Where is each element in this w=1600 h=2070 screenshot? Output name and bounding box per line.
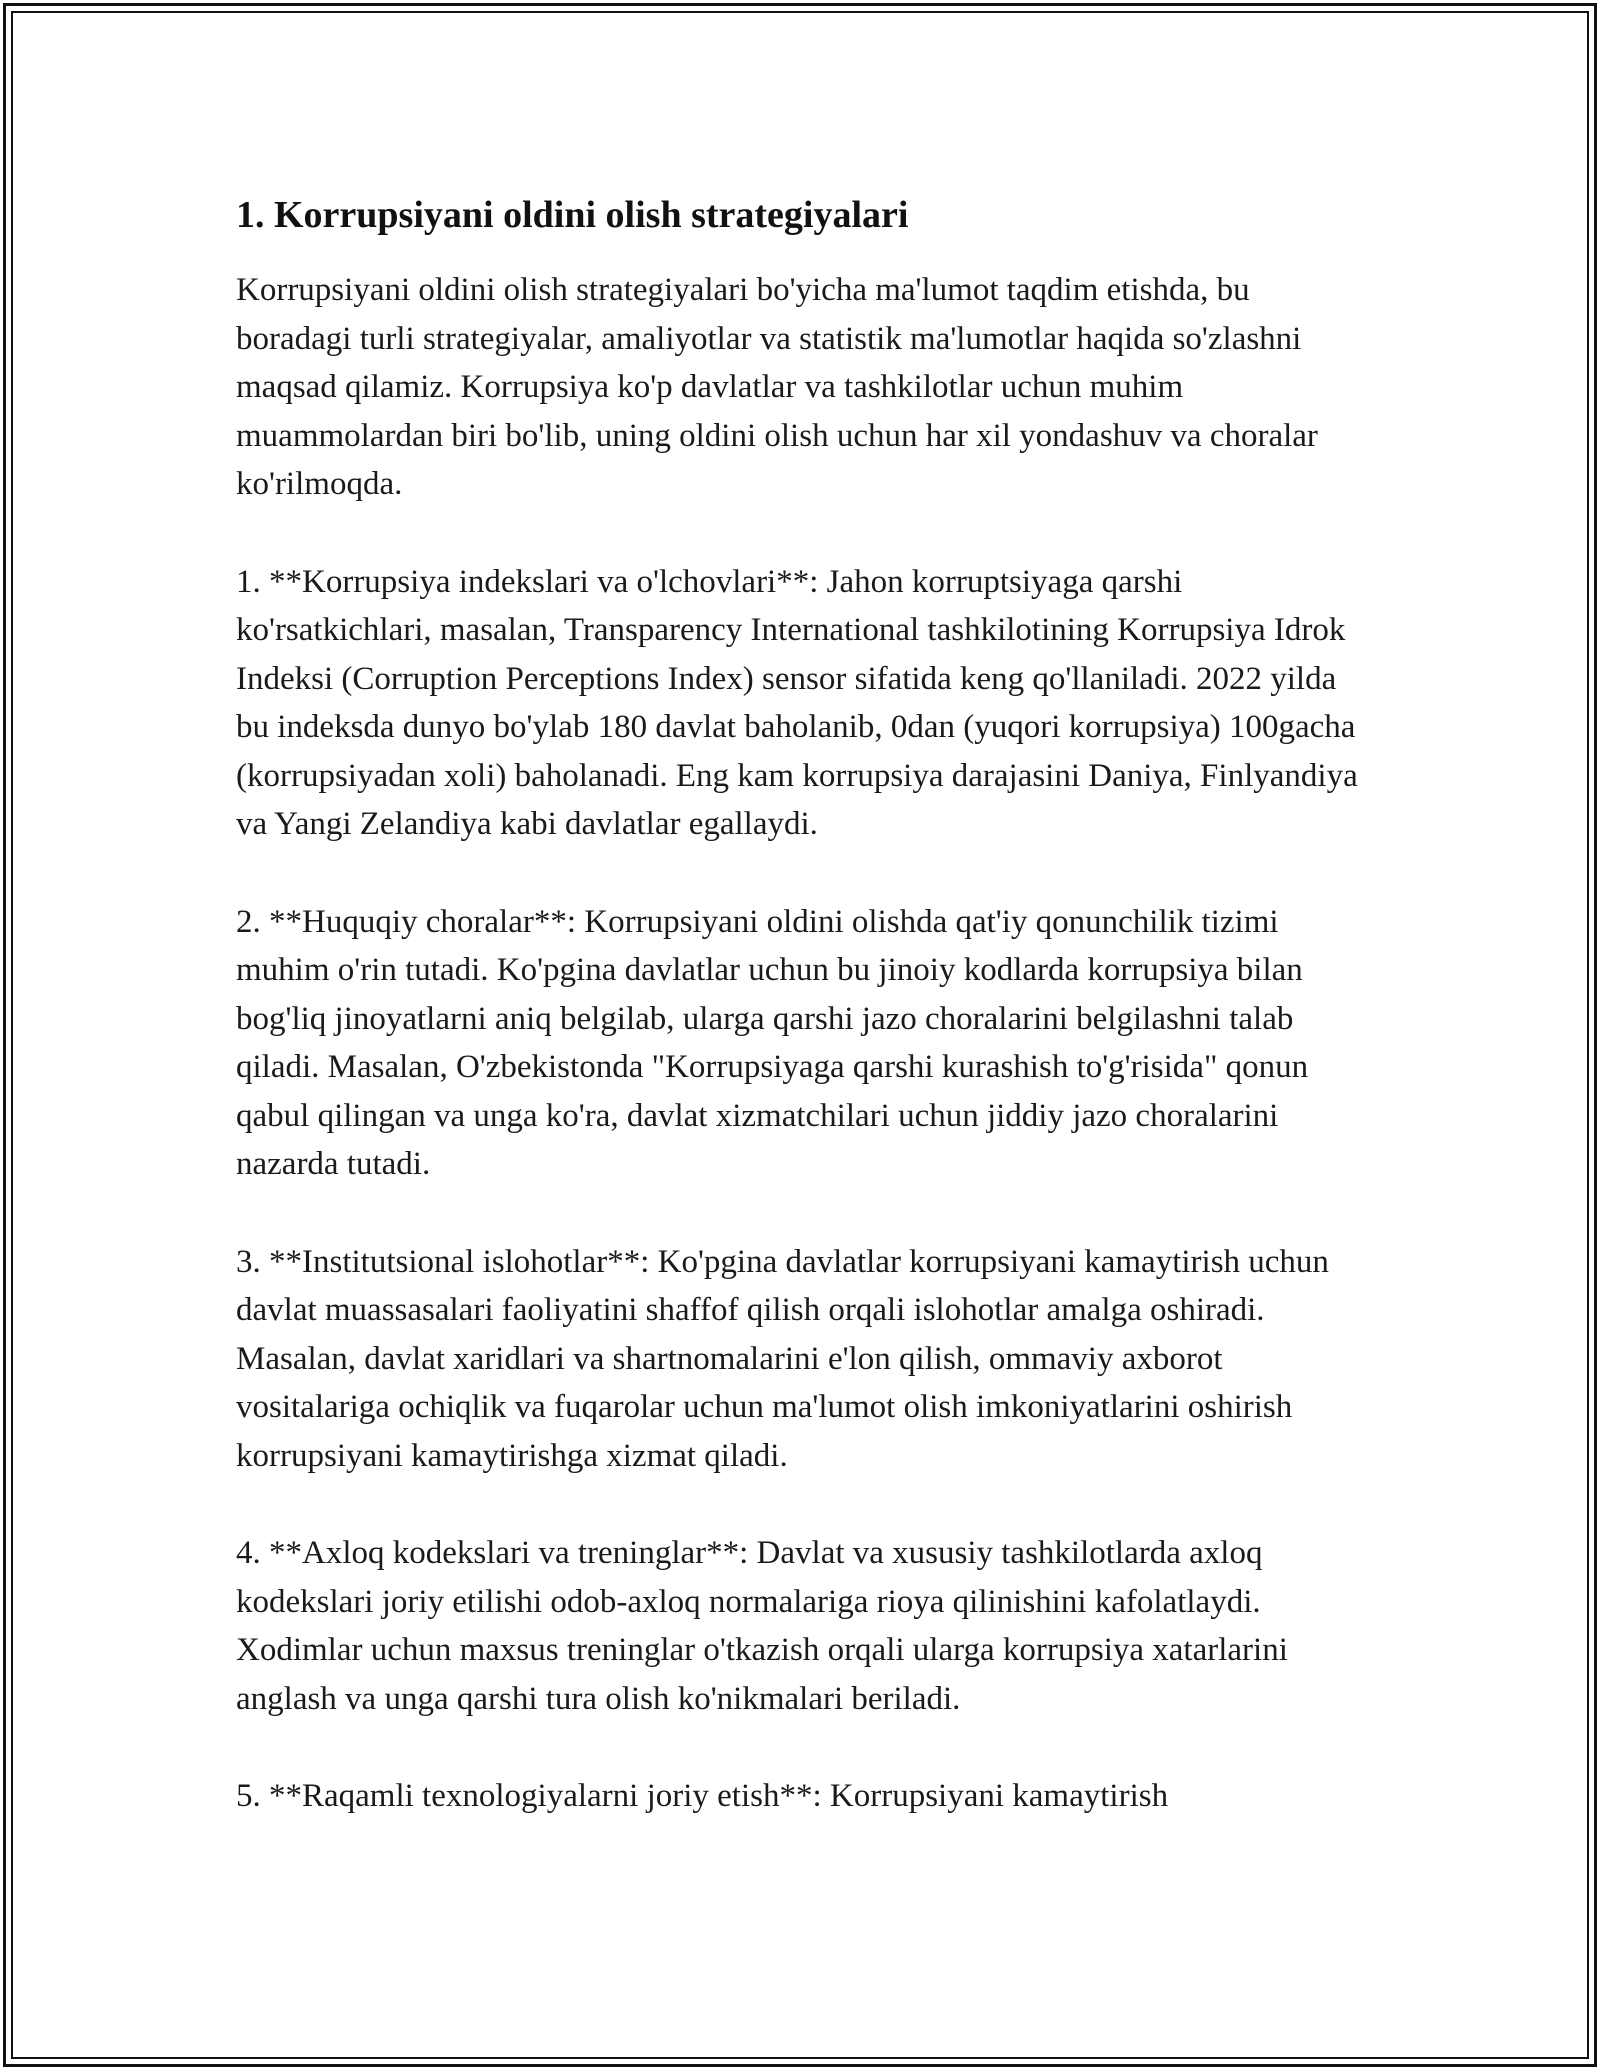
paragraph-institutional-reforms: 3. **Institutsional islohotlar**: Ko'pgina davlatlar korrupsiyani kamaytirish uchun davlat muassasalari faoliyatini shaffof qilish orqali islohotlar amalga oshiradi. Masalan, davlat xaridlari va shartnomalarini e'lon qilish, ommaviy axborot vositalariga ochiqlik va fuqarolar uchun ma'lumot olish imkoniyatlarini oshirish korrupsiyani kamaytirishga xizmat qiladi. — [236, 1243, 1329, 1474]
paragraph-ethics-codes: 4. **Axloq kodekslari va treninglar**: Davlat va xususiy tashkilotlarda axloq kodekslari joriy etilishi odob-axloq normalariga rioya qilinishini kafolatlaydi. Xodimlar uchun maxsus treninglar o'tkazish orqali ularga korrupsiya xatarlarini anglash va unga qarshi tura olish ko'nikmalari beriladi. — [236, 1535, 1288, 1717]
paragraph-corruption-indexes: 1. **Korrupsiya indekslari va o'lchovlari**: Jahon korruptsiyaga qarshi ko'rsatkichlari, masalan, Transparency International tashkilotining Korrupsiya Idrok Indeksi (Corruption Perceptions Index) sensor sifatida keng qo'llaniladi. 2022 yilda bu indeksda dunyo bo'ylab 180 davlat baholanib, 0dan (yuqori korrupsiya) 100gacha (korrupsiyadan xoli) baholanadi. Eng kam korrupsiya darajasini Daniya, Finlyandiya va Yangi Zelandiya kabi davlatlar egallaydi. — [236, 563, 1358, 842]
section-heading: 1. Korrupsiyani oldini olish strategiyalari — [236, 194, 909, 236]
document-body — [236, 186, 1366, 1821]
paragraph-digital-technologies: 5. **Raqamli texnologiyalarni joriy etish**: Korrupsiyani kamaytirish — [236, 1778, 1169, 1814]
intro-paragraph: Korrupsiyani oldini olish strategiyalari bo'yicha ma'lumot taqdim etishda, bu boradagi turli strategiyalar, amaliyotlar va statistik ma'lumotlar haqida so'zlashni maqsad qilamiz. Korrupsiya ko'p davlatlar va tashkilotlar uchun muhim muammolardan biri bo'lib, uning oldini olish uchun har xil yondashuv va choralar ko'rilmoqda. — [236, 272, 1318, 502]
paragraph-legal-measures: 2. **Huquqiy choralar**: Korrupsiyani oldini olishda qat'iy qonunchilik tizimi muhim o'rin tutadi. Ko'pgina davlatlar uchun bu jinoiy kodlarda korrupsiya bilan bog'liq jinoyatlarni aniq belgilab, ularga qarshi jazo choralarini belgilashni talab qiladi. Masalan, O'zbekistonda "Korrupsiyaga qarshi kurashish to'g'risida" qonun qabul qilingan va unga ko'ra, davlat xizmatchilari uchun jiddiy jazo choralarini nazarda tutadi. — [236, 903, 1309, 1182]
